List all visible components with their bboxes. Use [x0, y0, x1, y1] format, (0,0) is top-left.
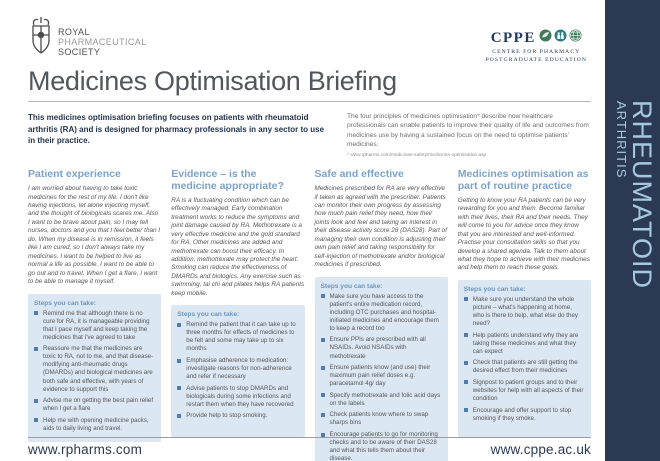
intro-section [28, 112, 591, 159]
rps-logo [28, 15, 147, 62]
column-body: RA is a fluctuating condition which can be effectively managed. Early combination treatment works to reduce the symptoms and joint damage caused by RA. Methotrexate is a very effective medicine and the gold standard for RA. Other medicines are added and methotrexate can boost their efficacy. In addition, methotrexate may protect the heart. Smoking can reduce the effectiveness of DMARDs and biologics. Any exercise such as swimming, tai chi and pilates helps RA patients keep mobile. [171, 196, 305, 297]
step-text: Help patients understand why they are taking these medicines and what they can expect [472, 331, 579, 355]
cppe-tagline-line2: POSTGRADUATE EDUCATION [485, 56, 587, 63]
step-item [321, 336, 442, 360]
column-safe-effective [314, 168, 448, 461]
step-item [464, 332, 585, 356]
intro-footnote: * www.rpharms.com/medicines-safety/medicines-optimisation.asp [347, 152, 487, 158]
square-bullet-icon [321, 413, 325, 417]
steps-label: Steps you can take: [463, 285, 526, 293]
step-item [177, 357, 298, 381]
column-body: I am worried about having to take toxic medicines for the rest of my life. I don't like having injections, let alone injecting myself, and the thought of biologicals scares me. Also I want to be brave about pain, so I may tell nurses, doctors and you that I feel better than I do. When my disease is in remission, it feels like I am cured, so I don't always take my medicines. I want to be helped to live as normal a life as possible. I want to be able to go out and to travel. When I get a flare, I want to be able to manage it myself. [28, 185, 161, 286]
intro-right-block [347, 112, 591, 159]
step-item [321, 293, 442, 333]
step-text: Ensure PPIs are prescribed with all NSAIDs. Avoid NSAIDs with methotrexate [329, 336, 426, 360]
step-item [464, 407, 585, 423]
step-text: Ensure patients know (and use) their maximum pain relief doses e.g. paracetamol 4g/ day [329, 364, 431, 388]
step-item [177, 412, 298, 420]
square-bullet-icon [464, 380, 468, 384]
step-item [321, 392, 442, 408]
square-bullet-icon [177, 386, 181, 390]
cppe-logo [486, 29, 587, 64]
square-bullet-icon [177, 414, 181, 418]
column-heading: Medicines optimisation as part of routine practice [457, 168, 589, 193]
sidebar-title: RHEUMATOID [627, 100, 657, 290]
step-item [177, 321, 298, 353]
square-bullet-icon [321, 393, 325, 397]
steps-list [34, 310, 155, 433]
step-text: Check patients know where to swap sharps bins [329, 411, 429, 427]
column-heading: Evidence – is the medicine appropriate? [171, 168, 284, 193]
square-bullet-icon [177, 359, 181, 363]
steps-box [458, 280, 591, 437]
column-heading: Safe and effective [314, 168, 404, 181]
square-bullet-icon [464, 361, 468, 365]
square-bullet-icon [34, 418, 38, 422]
sidebar-rheumatoid-arthritis [605, 0, 660, 461]
steps-list [321, 293, 442, 461]
globe-circle-icon [569, 29, 582, 47]
column-body: Medicines prescribed for RA are very effective if taken as agreed with the prescriber. Patients can monitor their own progress by assessing how much pain relief they need, how their joints look and feel and taking an interest in their disease activity score 28 (DAS28). Part of managing their own condition is adjusting their own pain relief and taking responsibility for self-injection of methotrexate and/or biological medicines if prescribed. [314, 185, 447, 269]
footer-url-rpharms: www.rpharms.com [28, 442, 143, 458]
rps-logo-text [58, 27, 147, 57]
rps-line1: ROYAL [58, 27, 90, 37]
step-text: Signpost to patient groups and to their websites for help with all aspects of their condition [472, 378, 584, 403]
step-item [464, 359, 585, 375]
people-circle-icon [554, 29, 567, 47]
column-heading: Patient experience [28, 168, 121, 181]
step-text: Help me with opening medicine packs, aids to daily living and travel. [43, 416, 149, 432]
steps-box [28, 294, 161, 443]
rps-line2: PHARMACEUTICAL [58, 37, 147, 48]
intro-bold-paragraph: This medicines optimisation briefing focuses on patients with rheumatoid arthritis (RA) and is designed for pharmacy professionals in any sector to use in their practice. [28, 113, 325, 145]
leaf-circle-icon [539, 29, 552, 47]
step-item [464, 379, 585, 403]
step-item [34, 345, 155, 393]
steps-box [171, 305, 304, 437]
steps-label: Steps you can take: [177, 311, 240, 319]
square-bullet-icon [321, 366, 325, 370]
step-item [464, 296, 585, 328]
square-bullet-icon [321, 294, 325, 298]
step-text: Specify methotrexate and folic acid days on the labels [329, 391, 441, 407]
step-item [34, 310, 155, 342]
footer [28, 437, 591, 457]
step-item [321, 411, 442, 427]
square-bullet-icon [464, 333, 468, 337]
step-text: Encourage patients to go for monitoring checks and to be aware of their DAS28 and what this tells them about their disease. [329, 431, 438, 461]
column-evidence [171, 169, 304, 437]
steps-label: Steps you can take: [320, 282, 383, 290]
title-divider [28, 101, 591, 102]
steps-list [464, 296, 585, 423]
step-text: Provide help to stop smoking. [186, 412, 268, 420]
step-item [321, 364, 442, 388]
square-bullet-icon [34, 347, 38, 351]
page-title: Medicines Optimisation Briefing [28, 66, 397, 96]
step-text: Emphasise adherence to medication: investigate reasons for non-adherence and refer if necessary [186, 357, 292, 381]
square-bullet-icon [321, 433, 325, 437]
square-bullet-icon [464, 297, 468, 301]
step-text: Reassure me that the medicines are toxic to RA, not to me, and that disease-modifying anti-rheumatic drugs (DMARDs) and biological medicines are both safe and effective, with years of evidence to support this [43, 345, 154, 393]
steps-box [315, 277, 448, 461]
step-text: Check that patients are still getting the desired effect from their medicines [472, 359, 578, 375]
footer-divider [28, 437, 591, 438]
step-text: Encourage and offer support to stop smoking if they smoke. [472, 406, 572, 422]
steps-label: Steps you can take: [34, 299, 96, 307]
column-routine-practice [458, 169, 591, 437]
step-item [321, 431, 442, 461]
step-item [34, 397, 155, 413]
square-bullet-icon [34, 311, 38, 315]
steps-list [177, 321, 298, 420]
square-bullet-icon [464, 408, 468, 412]
step-text: Make sure you understand the whole picture – what's happening at home, who is there to help, what else do they need? [472, 295, 579, 328]
square-bullet-icon [177, 323, 181, 327]
step-item [177, 385, 298, 409]
step-text: Make sure you have access to the patient's entire medication record, including OTC purchases and hospital-initiated medicines and encourage them to keep a record too [329, 292, 439, 332]
sidebar-vertical-text [615, 100, 655, 289]
intro-right-paragraph: The four principles of medicines optimisation* describe how healthcare professionals can enable patients to improve their quality of life and outcomes from medicines use by having a sustained focus on the need to optimise patients' medicines. [347, 113, 589, 148]
cppe-wordmark: CPPE [490, 29, 536, 46]
column-patient-experience [28, 169, 161, 437]
cppe-logo-icons [539, 29, 582, 47]
step-text: Remind the patient that it can take up to three months for effects of medicines to be felt and some may take up to six months [186, 321, 296, 353]
header [28, 13, 591, 63]
step-text: Advise me on getting the best pain relief when I get a flare [43, 397, 154, 413]
column-body: Getting to know your RA patients can be very rewarding for you and them. Become familiar with their lives, their RA and their needs. They will come to you for advice once they know that you are interested and well-informed. Practise your consultation skills so that you develop a shared agenda. Talk to them about what they hope to achieve with their medicines and help them to reach these goals. [457, 196, 590, 272]
step-item [34, 417, 155, 433]
square-bullet-icon [34, 399, 38, 403]
rps-line3: SOCIETY [58, 47, 101, 58]
square-bullet-icon [321, 338, 325, 342]
rps-crest-icon [28, 15, 54, 62]
step-text: Advise patients to stop DMARDs and biologicals during some infections and restart them when they have recovered [186, 384, 294, 408]
footer-url-cppe: www.cppe.ac.uk [490, 442, 591, 458]
sidebar-subtitle: ARTHRITIS [614, 101, 629, 179]
step-text: Remind me that although there is no cure for RA, it is manageable providing that I pace myself and keep taking the medicines that I've agreed to take [43, 309, 150, 341]
cppe-tagline-line1: CENTRE FOR PHARMACY [492, 49, 581, 55]
